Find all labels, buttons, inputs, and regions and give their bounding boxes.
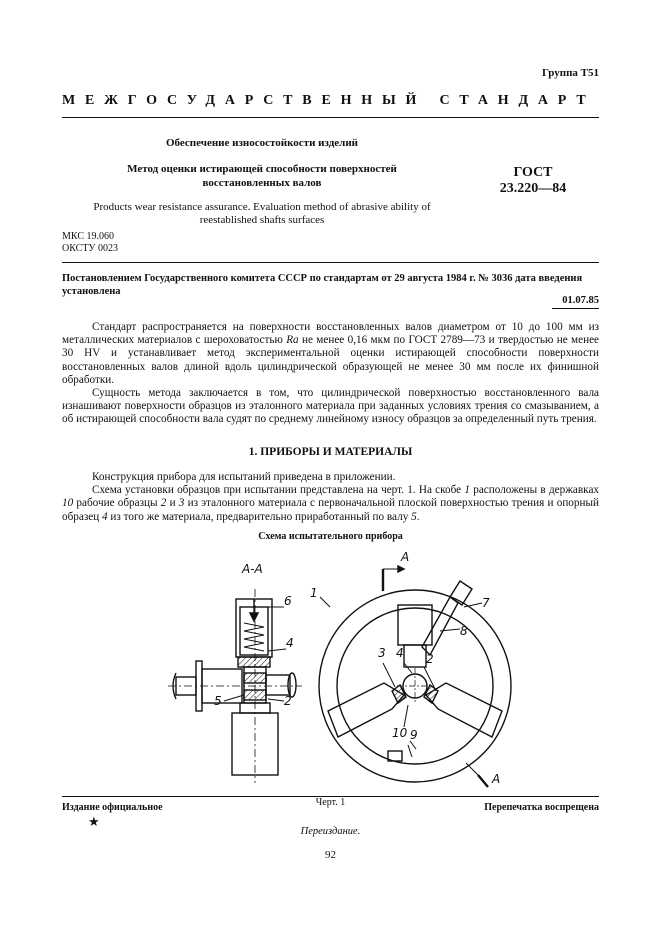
decree-text: Постановлением Государственного комитета СССР по стандартам от 29 августа 1984 г. № 3036 дата введения установлена [62,273,583,297]
footer-rule [62,796,599,797]
doc-title-line1: Обеспечение износостойкости изделий [165,137,359,149]
intro-paragraph-2: Сущность метода заключается в том, что цилиндрической поверхностью восстановленного вала изнашивают поверхности образцов из эталонного материала при заданных условиях трения со смазыванием, а об истирающей способности вала судят по среднему линейному износу образцов за определенный путь трения. [62,387,599,426]
label-2: 2 [426,652,434,666]
ref-4: 4 [102,510,108,523]
label-4-left: 4 [286,636,294,650]
page-number: 92 [325,849,336,861]
leader-4 [404,663,412,673]
s1-part-e: из эталонного материала с первоначальной плоской поверхностью трения и опорный образец [62,497,599,523]
leader-10 [404,705,408,727]
date-underline [552,308,599,309]
english-title [62,201,462,227]
doc-title-line2: Метод оценки истирающей способности поверхностей [127,163,397,175]
intro-p1-part-a: Стандарт распространяется на поверхности восстановленных валов диаметром от 10 до 100 мм из металлических материалов с шероховатостью [62,321,599,347]
mks-code: МКС 19.060 [62,231,114,242]
header-rule [62,117,599,118]
gost-number: 23.220—84 [499,181,567,196]
section-paragraph-1: Конструкция прибора для испытаний приведена в приложении. [92,471,396,483]
cut-label-top: А [401,550,410,564]
intro-text [62,321,599,427]
stop-pin [408,745,412,757]
label-1: 1 [310,586,318,600]
english-title-line2: reestablished shafts surfaces [199,214,325,226]
lever-arm [422,597,458,655]
spring [244,623,264,651]
intro-paragraph-1 [62,321,599,387]
cut-arrowhead-top [398,566,404,572]
figure-caption: Черт. 1 [315,797,346,808]
standard-banner: МЕЖГОСУДАРСТВЕННЫЙ СТАНДАРТ [62,93,596,108]
classification [62,231,118,255]
leader-1 [320,597,330,607]
label-4: 4 [396,646,404,660]
shaft-right [266,675,290,695]
cut-line-bottom [478,775,488,787]
label-5: 5 [214,694,222,708]
label-2-left: 2 [284,694,292,708]
reprint-note: Перепечатка воспрещена [484,802,599,813]
ref-10: 10 [62,497,74,510]
label-9: 9 [410,728,418,742]
leader-5 [224,695,244,701]
title-rule [62,262,599,263]
english-title-line1: Products wear resistance assurance. Evaluation method of abrasive ability of [93,201,431,213]
cut-arrow-bottom [466,763,478,775]
s1-part-b: расположены в державках [469,484,600,497]
decree-date: 01.07.85 [562,295,599,306]
section-text [62,471,599,524]
specimen-2 [424,685,438,703]
s1-part-g: . [416,510,420,523]
s1-part-d: и [166,497,179,510]
s1-part-c: рабочие образцы [73,497,161,510]
specimen-3 [392,685,406,703]
leader-9 [410,741,416,749]
star-mark: ★ [88,814,100,829]
section-paragraph-2 [62,484,599,524]
intro-p1-part-b: не менее 0,16 мкм по ГОСТ 2789—73 и твердостью не менее 30 HV и устанавливает метод экспериментальной оценки истирающей способности поверхности восстановленных валов длиной вдоль цилиндрической образующей не менее 30 мм после их финишной обработки. [62,334,600,386]
ref-5: 5 [411,510,417,523]
s1-part-a: Схема установки образцов при испытании представлена на черт. 1. На скобе [92,484,465,497]
test-device-diagram [160,545,520,790]
gost-label: ГОСТ [513,165,553,180]
cut-label-bottom: А [492,772,501,786]
group-label: Группа Т51 [541,67,599,79]
holder-block [238,657,270,667]
leader-2a [268,699,284,701]
ref-1: 1 [464,484,470,497]
label-3: 3 [378,646,386,660]
section-heading: 1. ПРИБОРЫ И МАТЕРИАЛЫ [248,446,413,458]
roughness-symbol: Ra [286,334,299,347]
leader-4a [268,649,286,651]
doc-title-block [62,162,462,190]
label-6: 6 [284,594,292,608]
load-arrow [250,613,258,621]
label-7: 7 [482,596,490,610]
ref-3: 3 [178,497,185,510]
gost-block [478,165,588,197]
section-label: А-А [242,562,263,576]
label-10: 10 [392,726,408,740]
label-8: 8 [460,624,468,638]
ref-2: 2 [160,497,167,510]
figure-title: Схема испытательного прибора [258,531,403,542]
s1-part-f: из того же материала, предварительно приработанный по валу [107,510,412,523]
doc-title-line3: восстановленных валов [202,177,322,189]
edition-note: Издание официальное [62,802,163,813]
reissue-note: Переиздание. [300,826,361,837]
okstu-code: ОКСТУ 0023 [62,243,119,254]
